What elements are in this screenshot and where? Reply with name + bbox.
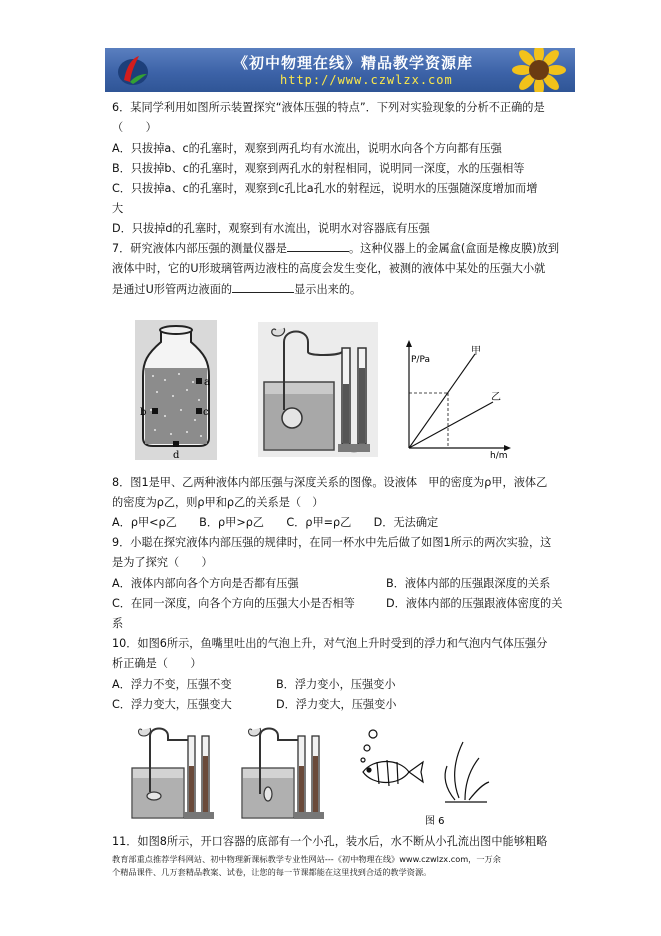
sunflower-icon [503, 48, 575, 92]
q9-option-a: A．液体内部向各个方向是否都有压强 [112, 577, 299, 590]
q11-line1: 11．如图8所示，开口容器的底部有一个小孔，装水后，水不断从小孔流出图中能够粗略 [112, 835, 548, 848]
graph-ylabel: P/Pa [411, 355, 430, 365]
q6-stem-line1: 6．某同学利用如图所示装置探究“液体压强的特点”．下列对实验现象的分析不正确的是 [112, 101, 545, 114]
graph-legend-yi: 乙 [491, 392, 501, 403]
q10-option-c: C．浮力变大，压强变大 [112, 698, 232, 711]
fish-bubbles-figure [355, 728, 495, 828]
q6-option-a: A．只拔掉a、c的孔塞时，观察到两孔均有水流出，说明水向各个方向都有压强 [112, 142, 502, 155]
bottle-figure [135, 320, 217, 460]
q7-line3-part-a: 是通过U形管两边液面的 [112, 283, 233, 296]
bottle-label-a: a [204, 377, 210, 388]
q7-line3-part-b: 显示出来的。 [294, 283, 362, 296]
q10-option-b: B．浮力变小，压强变小 [276, 678, 396, 691]
q7-line1-part-a: 7．研究液体内部压强的测量仪器是 [112, 242, 287, 255]
q9-option-d-line2: 系 [112, 617, 124, 630]
q10-line1: 10．如图6所示，鱼嘴里吐出的气泡上升，对气泡上升时受到的浮力和气泡内气体压强分 [112, 637, 548, 650]
q7-blank-1 [287, 241, 349, 252]
q10-line2: 析正确是（ ） [112, 657, 202, 670]
bottle-label-b: b [140, 407, 147, 418]
pressure-depth-graph [395, 340, 513, 460]
q9-option-d-line1: D．液体内部的压强跟液体密度的关 [386, 597, 563, 610]
q8-line1: 8．图1是甲、乙两种液体内部压强与深度关系的图像。设液体 甲的密度为ρ甲，液体乙 [112, 476, 548, 489]
footer-line1: 教育部重点推荐学科网站、初中物理新课标教学专业性网站---《初中物理在线》www.czwlzx.com，一万余 [112, 854, 501, 864]
q9-option-c: C．在同一深度，向各个方向的压强大小是否相等 [112, 597, 355, 610]
footer-line2: 个精品课件、几万套精品教案、试卷，让您的每一节课都能在这里找到合适的教学资源。 [112, 867, 432, 877]
q10-option-a: A．浮力不变，压强不变 [112, 678, 232, 691]
series-jia-line [409, 354, 475, 448]
q10-option-d: D．浮力变大，压强变小 [276, 698, 397, 711]
q7-line2: 液体中时，它的U形玻璃管两边液柱的高度会发生变化，被测的液体中某处的压强大小就 [112, 262, 546, 275]
q8-line2: 的密度为ρ乙，则ρ甲和ρ乙的关系是（ ） [112, 496, 324, 509]
q6-stem-line2: （ ） [112, 121, 157, 134]
graph-legend-jia: 甲 [471, 346, 481, 357]
header-banner [105, 48, 575, 92]
q6-option-b: B．只拔掉b、c的孔塞时，观察到两孔水的射程相同，说明同一深度，水的压强相等 [112, 162, 525, 175]
q9-line1: 9．小聪在探究液体内部压强的规律时，在同一杯水中先后做了如图1所示的两次实验，这 [112, 536, 552, 549]
q8-options: A．ρ甲<ρ乙 B．ρ甲>ρ乙 C．ρ甲=ρ乙 D．无法确定 [112, 516, 439, 529]
u-tube-gauge-figure [258, 322, 378, 457]
q6-option-c-line2: 大 [112, 202, 124, 215]
u-tube-experiment-1 [128, 722, 228, 822]
bottle-label-d: d [173, 450, 180, 460]
site-logo-icon [115, 52, 151, 88]
fish-figure-caption: 图 6 [425, 816, 445, 827]
banner-url[interactable]: http://www.czwlzx.com [280, 73, 453, 87]
q7-blank-2 [232, 282, 294, 293]
series-yi-line [409, 402, 493, 448]
u-tube-experiment-2 [238, 722, 338, 822]
bottle-label-c: c [203, 407, 209, 418]
q7-line1-part-b: 。这种仪器上的金属盒(盒面是橡皮膜)放到 [348, 242, 560, 255]
q7-line1 [112, 241, 559, 256]
q6-option-d: D．只拔掉d的孔塞时，观察到有水流出，说明水对容器底有压强 [112, 222, 430, 235]
graph-xlabel: h/m [490, 451, 508, 460]
q9-option-b: B．液体内部的压强跟深度的关系 [386, 577, 551, 590]
banner-title: 《初中物理在线》精品教学资源库 [233, 54, 474, 72]
q9-line2: 是为了探究（ ） [112, 556, 213, 569]
q6-option-c-line1: C．只拔掉a、c的孔塞时，观察到c孔比a孔水的射程远，说明水的压强随深度增加而增 [112, 182, 538, 195]
q7-line3 [112, 282, 361, 297]
